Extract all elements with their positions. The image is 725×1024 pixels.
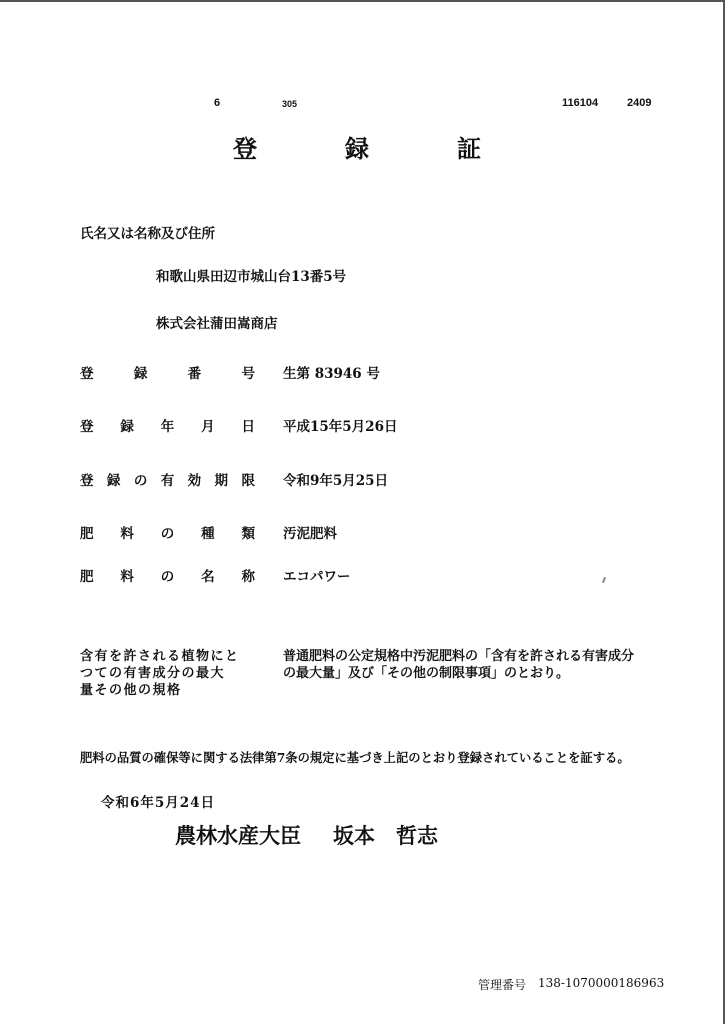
minister-title: 農林水産大臣 [175,823,301,848]
label-expiry-date: 登 録 の 有 効 期 限 [80,473,255,489]
holder-company: 株式会社蒲田嵩商店 [156,316,278,332]
value-fertilizer-type: 汚泥肥料 [283,526,337,542]
spec-label: 含有を許される植物にと つての有害成分の最大 量その他の規格 [80,649,240,698]
value-fertilizer-name: エコパワー [283,569,351,585]
value-expiry-date: 令和9年5月25日 [283,473,389,489]
header-number-2: 305 [282,99,298,109]
page-border-top [0,0,725,2]
label-registration-number: 登 録 番 号 [80,366,255,382]
value-registration-date: 平成15年5月26日 [283,419,398,435]
management-label: 管理番号 [478,978,527,992]
header-number-3: 116104 [562,97,599,109]
holder-address: 和歌山県田辺市城山台13番5号 [156,269,347,285]
header-number-1: 6 [214,97,221,109]
holder-heading: 氏名又は名称及び住所 [80,226,215,242]
header-number-4: 2409 [627,97,652,109]
title-char-1: 登 [233,134,257,163]
minister-name: 坂本 哲志 [333,823,438,848]
label-registration-date: 登 録 年 月 日 [80,419,255,435]
scan-mark [602,577,606,583]
issue-date: 令和6年5月24日 [101,795,216,811]
title-char-2: 録 [345,134,369,163]
management-number: 138-1070000186963 [538,976,665,990]
label-fertilizer-name: 肥 料 の 名 称 [80,569,255,585]
label-fertilizer-type: 肥 料 の 種 類 [80,526,255,542]
value-registration-number: 生第 83946 号 [283,366,380,382]
title-char-3: 証 [457,134,481,163]
certification-text: 肥料の品質の確保等に関する法律第7条の規定に基づき上記のとおり登録されていることを証する。 [80,750,630,765]
spec-value: 普通肥料の公定規格中汚泥肥料の「含有を許される有害成分 の最大量」及び「その他の制限事項」のとおり。 [283,649,635,681]
